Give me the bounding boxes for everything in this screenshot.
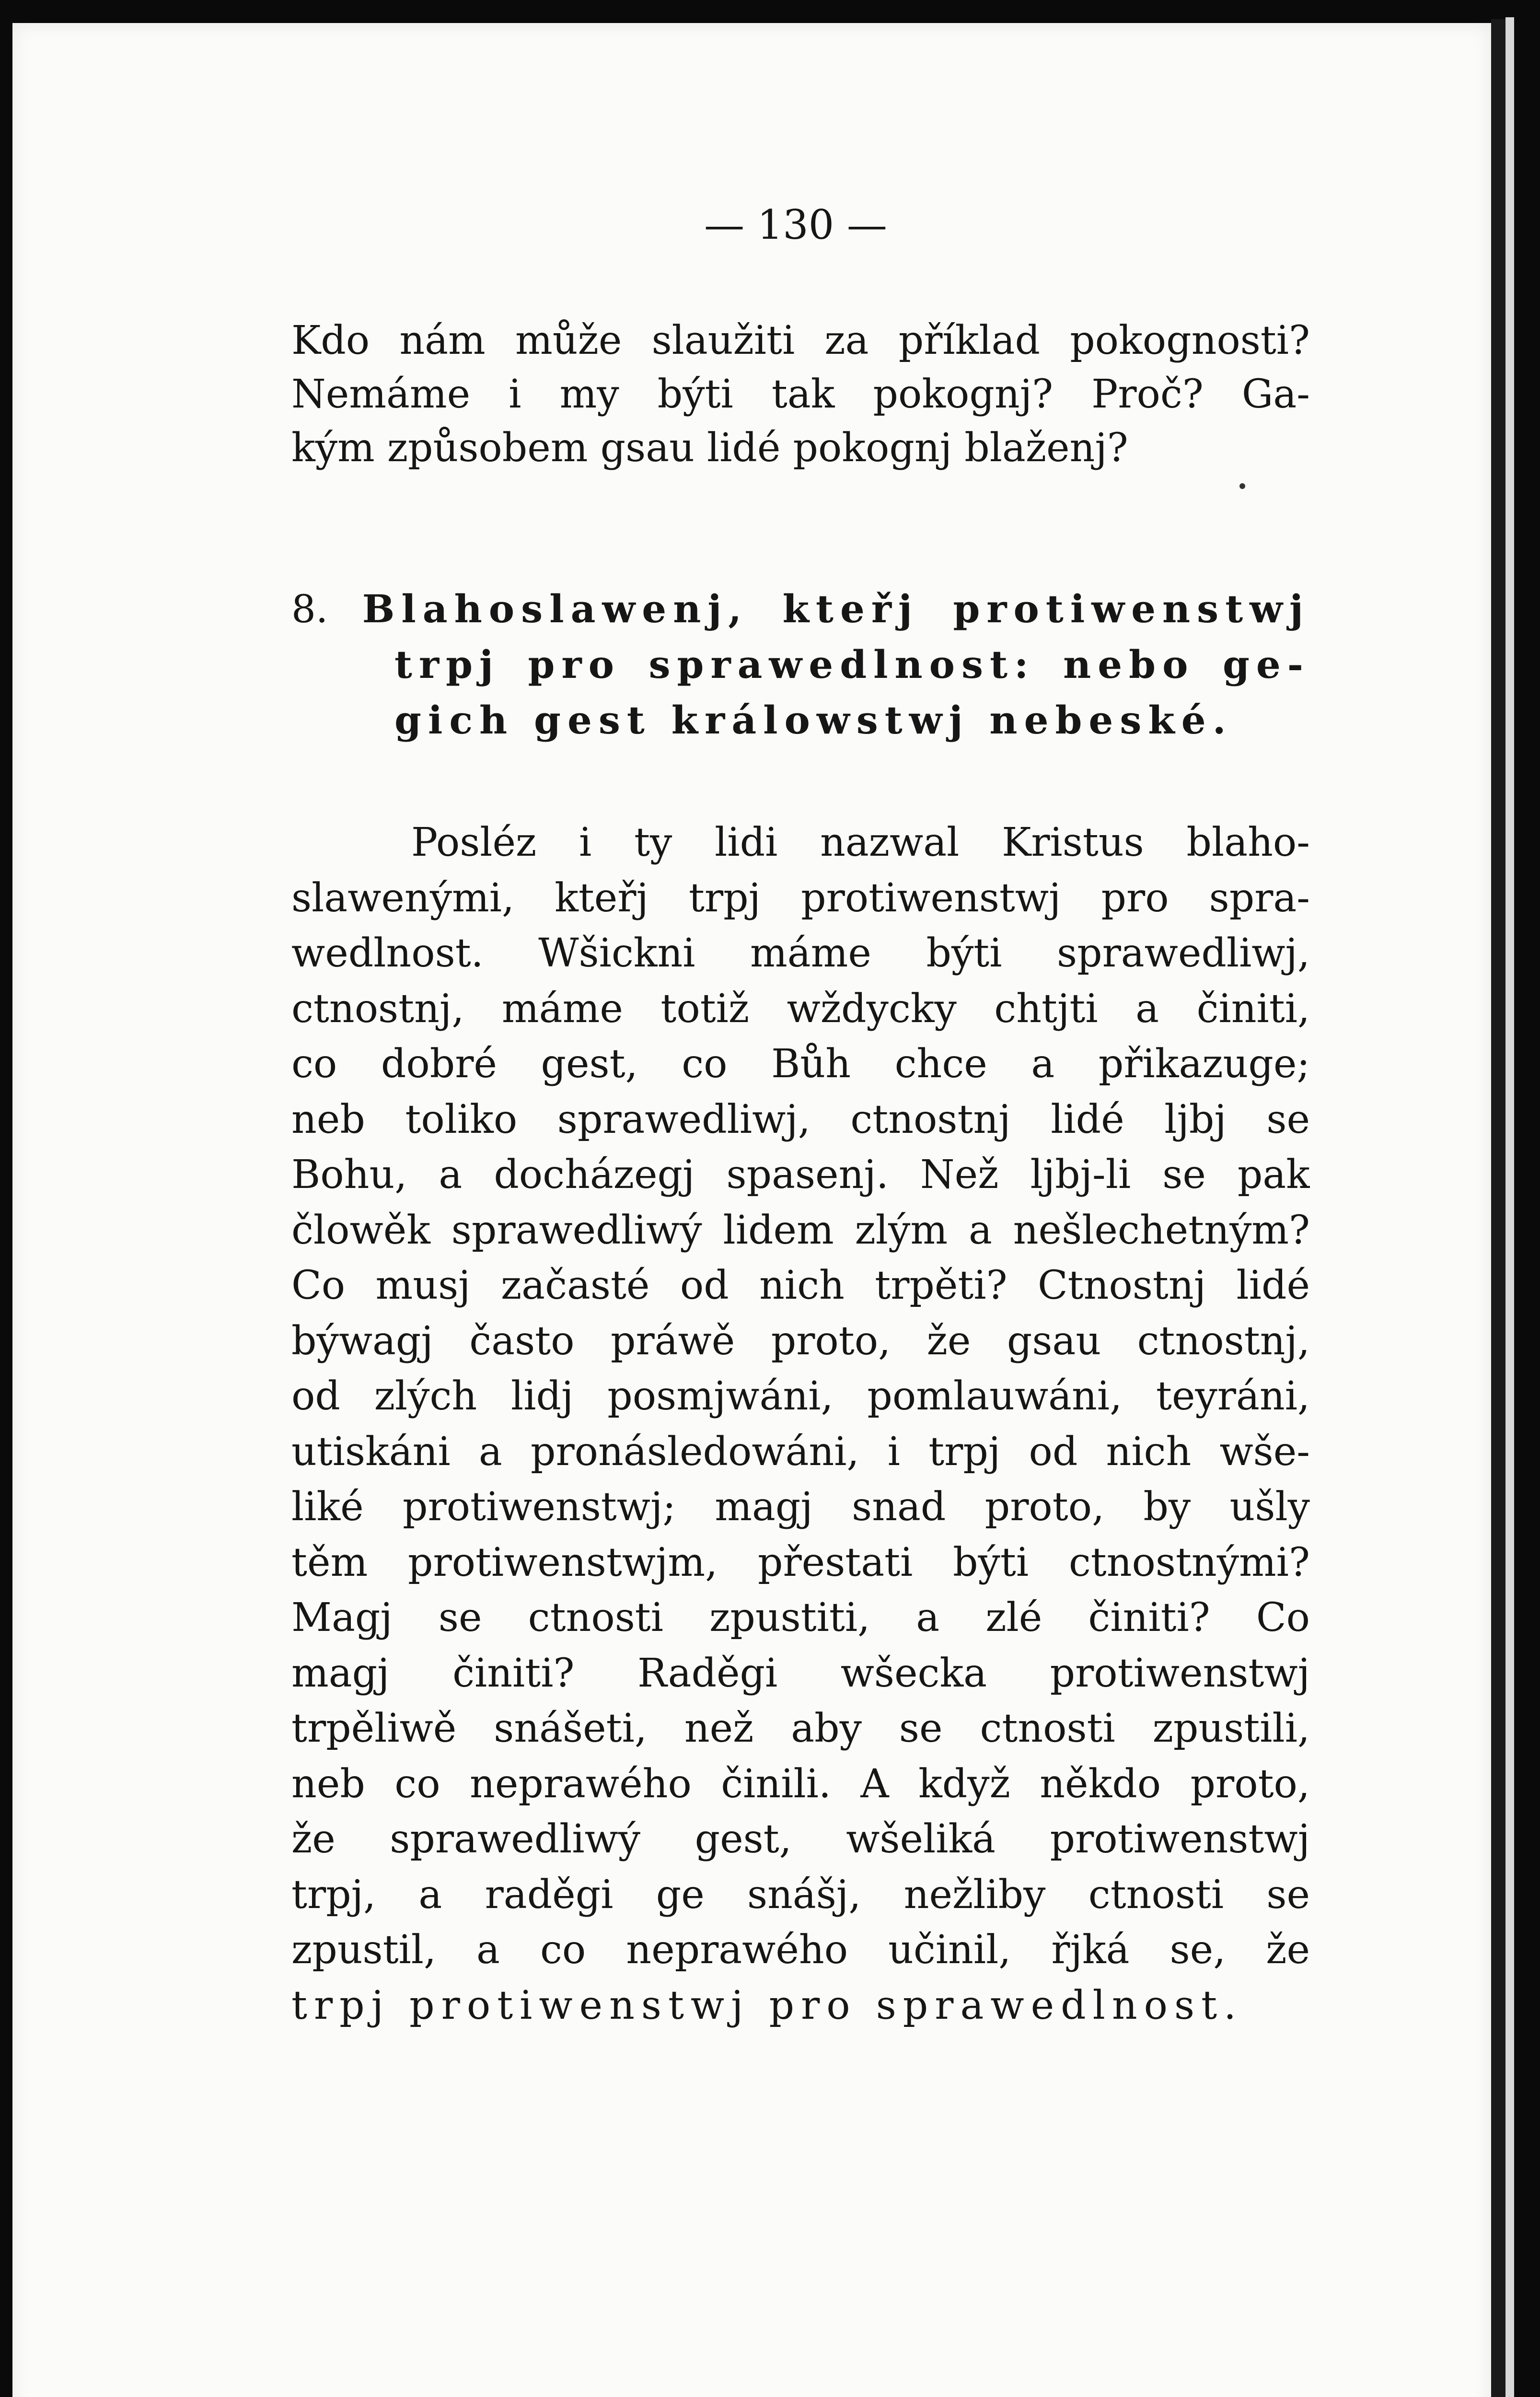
paragraph-line: utiskáni a pronásledowáni, i trpj od nich wše- — [291, 1429, 1310, 1475]
paragraph-line: Bohu, a docházegj spasenj. Než ljbj-li se pak — [291, 1152, 1310, 1198]
beatitude-line: trpj pro sprawedlnost: nebo ge- — [394, 642, 1310, 687]
beatitude-line: gich gest králowstwj nebeské. — [394, 698, 1233, 743]
paragraph-line: magj činiti? Raděgi wšecka protiwenstwj — [291, 1650, 1310, 1696]
page-edge-shadow — [1491, 19, 1505, 2397]
paragraph-line: ctnostnj, máme totiž wždycky chtjti a činiti, — [291, 986, 1310, 1032]
paragraph-line: liké protiwenstwj; magj snad proto, by ušly — [291, 1484, 1310, 1530]
paragraph-line: býwagj často práwě proto, že gsau ctnostnj, — [291, 1318, 1310, 1364]
review-questions — [291, 314, 1310, 475]
beatitude-heading — [291, 581, 1310, 748]
paragraph-line: trpěliwě snášeti, než aby se ctnosti zpustili, — [291, 1706, 1310, 1751]
paragraph-line: wedlnost. Wšickni máme býti sprawedliwj, — [291, 931, 1310, 976]
paragraph-line: že sprawedliwý gest, wšeliká protiwenstwj — [291, 1816, 1310, 1862]
paragraph-line: neb toliko sprawedliwj, ctnostnj lidé ljbj se — [291, 1096, 1310, 1142]
paragraph-line: slawenými, kteřj trpj protiwenstwj pro spra- — [291, 875, 1310, 921]
paragraph-line: Magj se ctnosti zpustiti, a zlé činiti? Co — [291, 1595, 1310, 1641]
page-number: — 130 — — [704, 201, 887, 248]
question-line: Nemáme i my býti tak pokognj? Proč? Ga- — [291, 372, 1310, 417]
print-speck — [1239, 483, 1245, 489]
paragraph-line: trpj protiwenstwj pro sprawedlnost. — [291, 1982, 1243, 2028]
paragraph-line: co dobré gest, co Bůh chce a přikazuge; — [291, 1041, 1310, 1087]
paragraph-line: člowěk sprawedliwý lidem zlým a nešlechetným? — [291, 1207, 1310, 1253]
beatitude-line — [291, 581, 1310, 637]
paragraph-line: Posléz i ty lidi nazwal Kristus blaho- — [411, 820, 1310, 865]
paragraph-line: zpustil, a co neprawého učinil, řjká se, že — [291, 1927, 1310, 1973]
question-line: kým způsobem gsau lidé pokognj blaženj? — [291, 425, 1128, 471]
commentary-paragraph — [291, 815, 1310, 2033]
paragraph-line: od zlých lidj posmjwáni, pomlauwáni, teyráni, — [291, 1373, 1310, 1419]
paragraph-line: trpj, a raděgi ge snášj, nežliby ctnosti se — [291, 1872, 1310, 1918]
paragraph-line: těm protiwenstwjm, přestati býti ctnostnými? — [291, 1539, 1310, 1585]
paragraph-line: Co musj začasté od nich trpěti? Ctnostnj lidé — [291, 1263, 1310, 1308]
page-edge — [1505, 17, 1514, 2397]
beatitude-text: Blahoslawenj, kteřj protiwenstwj — [362, 586, 1310, 631]
question-line: Kdo nám může slaužiti za příklad pokognosti? — [291, 318, 1310, 363]
paragraph-line: neb co neprawého činili. A když někdo proto, — [291, 1761, 1310, 1807]
beatitude-number: 8. — [291, 587, 328, 631]
